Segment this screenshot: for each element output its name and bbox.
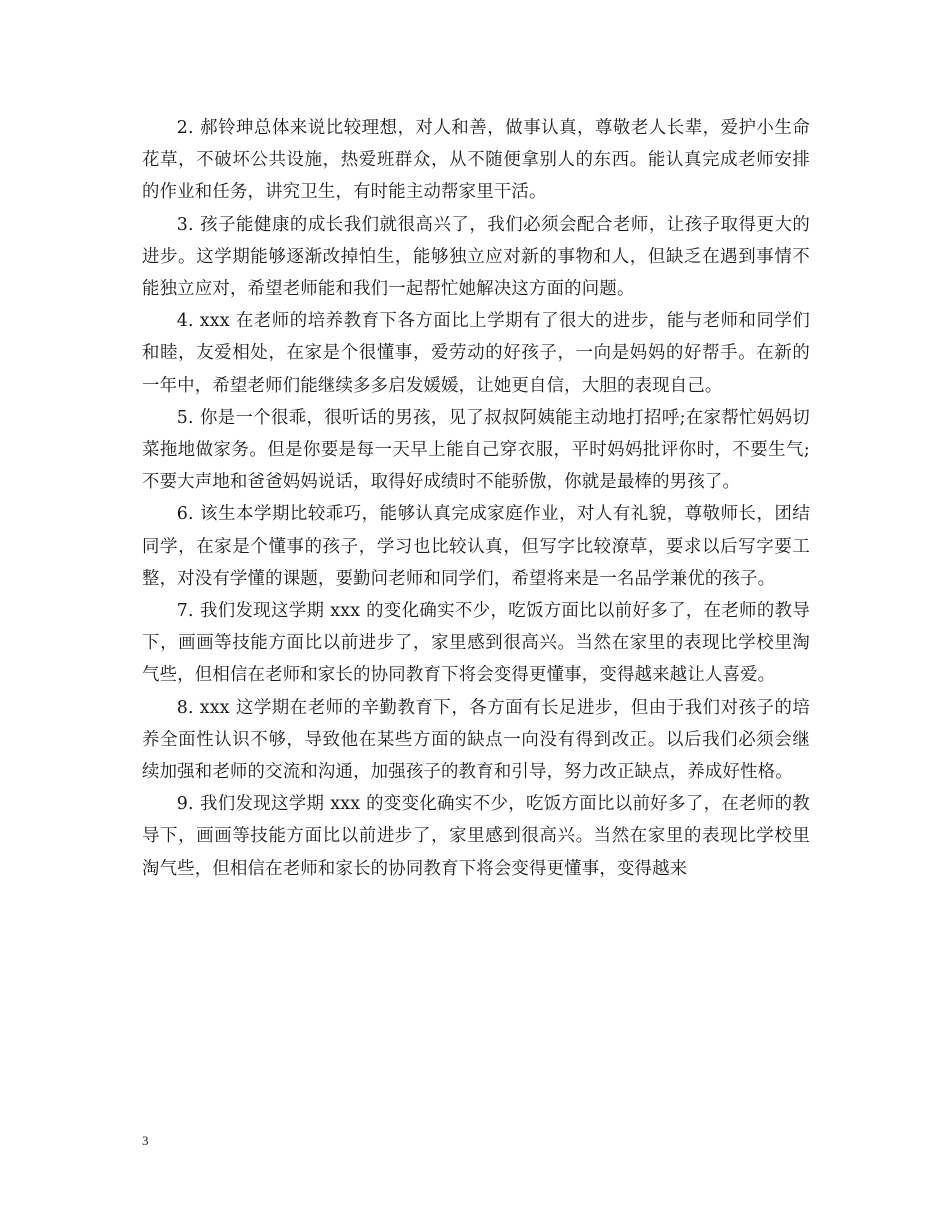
paragraph-8 <box>142 692 810 789</box>
paragraph-number: 5. <box>176 407 194 428</box>
paragraph-9 <box>142 788 810 885</box>
paragraph-number: 2. <box>176 118 194 138</box>
paragraph-number: 9. <box>176 794 194 815</box>
paragraph-text: 孩子能健康的成长我们就很高兴了，我们必须会配合老师，让孩子取得更大的进步。这学期能够逐渐改掉怕生，能够独立应对新的事物和人，但缺乏在遇到事情不能独立应对，希望老师能和我们一起帮忙她解决这方面的问题。 <box>142 214 810 300</box>
paragraph-number: 6. <box>176 504 194 525</box>
paragraph-text: xxx 这学期在老师的辛勤教育下，各方面有长足进步，但由于我们对孩子的培养全面性认识不够，导致他在某些方面的缺点一向没有得到改正。以后我们必须会继续加强和老师的交流和沟通，加强孩子的教育和引导，努力改正缺点，养成好性格。 <box>142 697 810 783</box>
paragraph-text: xxx 在老师的培养教育下各方面比上学期有了很大的进步，能与老师和同学们和睦，友爱相处，在家是个很懂事，爱劳动的好孩子，一向是妈妈的好帮手。在新的一年中，希望老师们能继续多多启发媛媛，让她更自信，大胆的表现自己。 <box>142 311 810 396</box>
paragraph-3 <box>142 209 810 306</box>
paragraph-text: 郝铃珅总体来说比较理想，对人和善，做事认真，尊敬老人长辈，爱护小生命花草，不破坏公共设施，热爱班群众，从不随便拿别人的东西。能认真完成老师安排的作业和任务，讲究卫生，有时能主动帮家里干活。 <box>142 118 810 203</box>
paragraph-text: 我们发现这学期 xxx 的变化确实不少，吃饭方面比以前好多了，在老师的教导下，画画等技能方面比以前进步了，家里感到很高兴。当然在家里的表现比学校里淘气些，但相信在老师和家长的协同教育下将会变得更懂事，变得越来越让人喜爱。 <box>142 601 810 686</box>
paragraph-number: 7. <box>176 601 194 622</box>
paragraph-number: 3. <box>176 214 194 235</box>
paragraph-number: 4. <box>176 311 194 332</box>
paragraph-6 <box>142 498 810 595</box>
paragraph-4 <box>142 305 810 402</box>
document-body <box>142 112 810 885</box>
paragraph-7 <box>142 595 810 692</box>
page-number: 3 <box>142 1133 149 1148</box>
paragraph-5 <box>142 402 810 499</box>
paragraph-text: 该生本学期比较乖巧，能够认真完成家庭作业，对人有礼貌，尊敬师长，团结同学，在家是个懂事的孩子，学习也比较认真，但写字比较潦草，要求以后写字要工整，对没有学懂的课题，要勤问老师和同学们，希望将来是一名品学兼优的孩子。 <box>142 504 810 589</box>
paragraph-2 <box>142 112 810 209</box>
paragraph-text: 我们发现这学期 xxx 的变变化确实不少，吃饭方面比以前好多了，在老师的教导下，画画等技能方面比以前进步了，家里感到很高兴。当然在家里的表现比学校里淘气些，但相信在老师和家长的协同教育下将会变得更懂事，变得越来 <box>142 794 810 879</box>
paragraph-text: 你是一个很乖，很听话的男孩，见了叔叔阿姨能主动地打招呼;在家帮忙妈妈切菜拖地做家务。但是你要是每一天早上能自己穿衣服，平时妈妈批评你时，不要生气;不要大声地和爸爸妈妈说话，取得好成绩时不能骄傲，你就是最棒的男孩了。 <box>142 407 810 493</box>
paragraph-number: 8. <box>176 697 194 718</box>
